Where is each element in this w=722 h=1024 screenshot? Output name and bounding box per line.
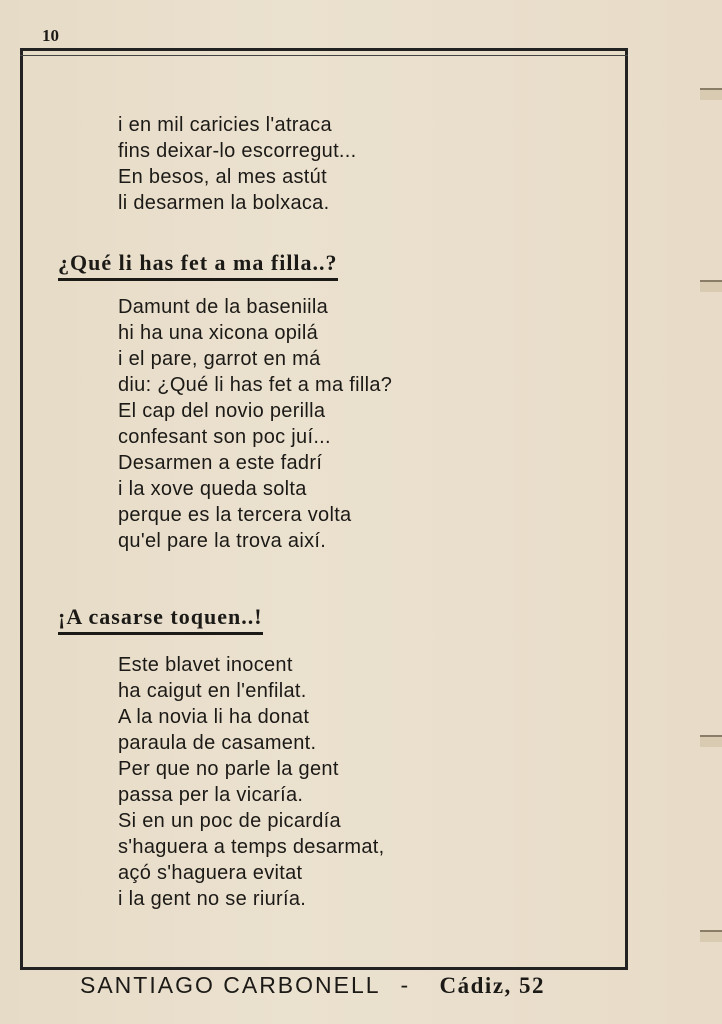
verse-line: El cap del novio perilla: [118, 400, 326, 422]
verse-line: i la gent no se riuría.: [118, 888, 307, 910]
verse-line: hi ha una xicona opilá: [118, 322, 319, 344]
publisher-footer: [80, 972, 600, 999]
verse-line: passa per la vicaría.: [118, 784, 304, 806]
verse-line: En besos, al mes astút: [118, 166, 327, 188]
frame-rule: [20, 55, 628, 56]
stanza-continued: [118, 112, 618, 216]
stanza-a-casarse: [118, 652, 618, 912]
verse-line: A la novia li ha donat: [118, 706, 310, 728]
binding-clip: [700, 88, 722, 100]
binding-clip: [700, 735, 722, 747]
verse-line: Si en un poc de picardía: [118, 810, 341, 832]
binding-clip: [700, 930, 722, 942]
publisher-name: SANTIAGO CARBONELL: [80, 972, 381, 998]
section-heading-que-li-has-fet: ¿Qué li has fet a ma filla..?: [58, 250, 338, 281]
verse-line: confesant son poc juí...: [118, 426, 331, 448]
verse-line: açó s'haguera evitat: [118, 862, 303, 884]
section-heading-a-casarse: ¡A casarse toquen..!: [58, 604, 263, 635]
verse-line: ha caigut en l'enfilat.: [118, 680, 307, 702]
page-number: 10: [42, 26, 59, 45]
verse-line: s'haguera a temps desarmat,: [118, 836, 385, 858]
verse-line: li desarmen la bolxaca.: [118, 192, 330, 214]
verse-line: qu'el pare la trova així.: [118, 530, 327, 552]
verse-line: Damunt de la baseniila: [118, 296, 329, 318]
verse-line: perque es la tercera volta: [118, 504, 352, 526]
verse-line: Per que no parle la gent: [118, 758, 339, 780]
footer-separator: -: [400, 972, 410, 998]
stanza-que-li-has-fet: [118, 294, 618, 554]
verse-line: diu: ¿Qué li has fet a ma filla?: [118, 374, 393, 396]
verse-line: i el pare, garrot en má: [118, 348, 321, 370]
verse-line: Desarmen a este fadrí: [118, 452, 323, 474]
verse-line: fins deixar-lo escorregut...: [118, 140, 357, 162]
verse-line: i la xove queda solta: [118, 478, 307, 500]
verse-line: i en mil caricies l'atraca: [118, 114, 332, 136]
verse-line: Este blavet inocent: [118, 654, 293, 676]
binding-clip: [700, 280, 722, 292]
verse-line: paraula de casament.: [118, 732, 317, 754]
publisher-address: Cádiz, 52: [439, 973, 546, 998]
